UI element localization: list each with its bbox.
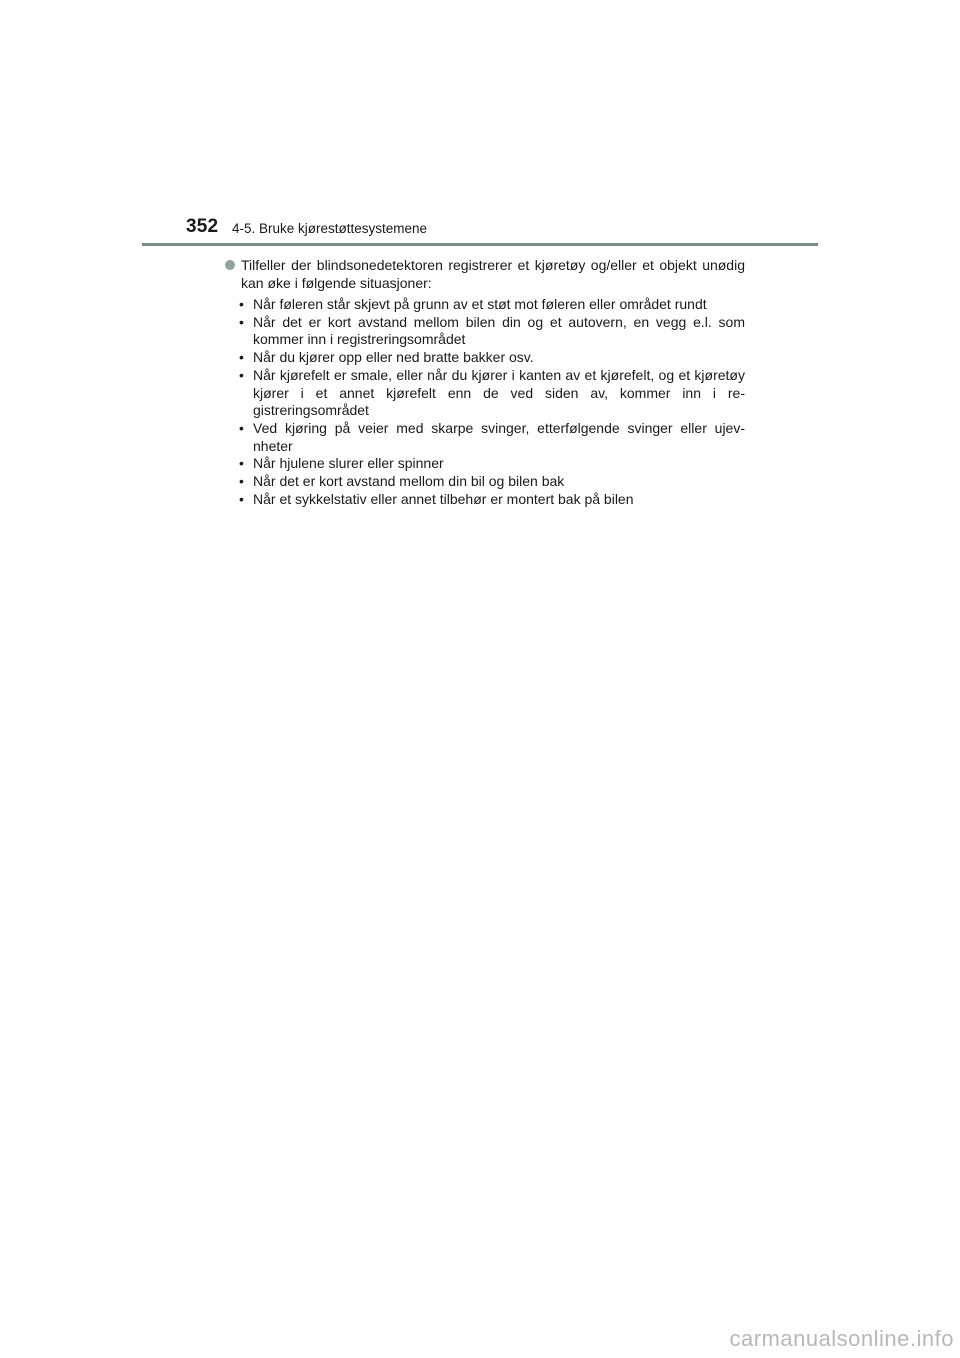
list-item-text: Når kjørefelt er smale, eller når du kjører i kanten av et kjørefelt, og et kjøretøy kjører i et annet kjørefelt enn de ved siden av, kommer inn i re-gistreringsområdet: [253, 366, 745, 419]
list-item-text: Når det er kort avstand mellom din bil og bilen bak: [253, 473, 565, 490]
list-item-text: Ved kjøring på veier med skarpe svinger, etterfølgende svinger eller ujev-nheter: [253, 419, 745, 454]
situation-list: [239, 296, 745, 508]
bullet-dot: •: [239, 313, 244, 330]
intro-paragraph: [225, 256, 745, 292]
list-item-text: Når hjulene slurer eller spinner: [253, 455, 444, 472]
list-item: [239, 296, 745, 314]
site-watermark: carmanualsonline.info: [729, 1326, 954, 1351]
header-divider: [142, 243, 818, 246]
bullet-dot: •: [239, 296, 244, 312]
bullet-dot: •: [239, 419, 244, 436]
list-item: [239, 473, 745, 491]
list-item: [239, 491, 745, 509]
page-number: 352: [186, 216, 219, 237]
list-item: [239, 314, 745, 349]
list-item-text: Når du kjører opp eller ned bratte bakker osv.: [253, 349, 534, 366]
list-item: [239, 349, 745, 367]
list-item: [239, 455, 745, 473]
bullet-dot: •: [239, 473, 244, 490]
list-item-text: Når føleren står skjevt på grunn av et støt mot føleren eller området rundt: [253, 296, 707, 312]
section-title: 4-5. Bruke kjørestøttesystemene: [232, 221, 428, 236]
bullet-dot: •: [239, 490, 244, 507]
list-item-text: Når det er kort avstand mellom bilen din og et autovern, en vegg e.l. som kommer inn i registreringsområdet: [253, 313, 745, 348]
bullet-dot: •: [239, 349, 244, 366]
bullet-dot: •: [239, 366, 244, 383]
list-item: [239, 367, 745, 420]
list-item-text: Når et sykkelstativ eller annet tilbehør er montert bak på bilen: [253, 490, 634, 507]
intro-text: Tilfeller der blindsonedetektoren registrerer et kjøretøy og/eller et objekt unødig kan øke i følgende situasjoner:: [241, 257, 745, 291]
circle-bullet-icon: [225, 260, 235, 270]
list-item: [239, 420, 745, 455]
bullet-dot: •: [239, 455, 244, 472]
